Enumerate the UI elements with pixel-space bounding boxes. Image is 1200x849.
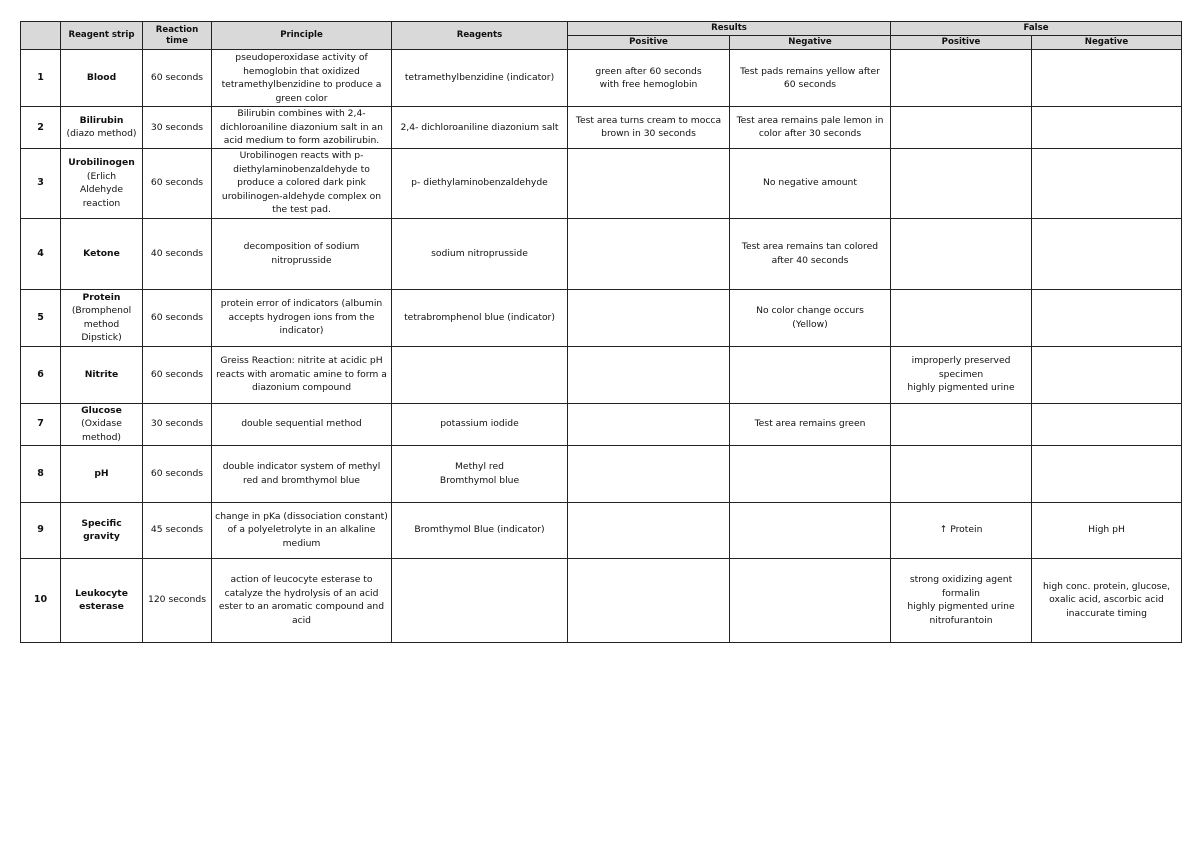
false-positive-cell <box>891 289 1032 346</box>
reagent-strip-name: Specific gravity <box>81 517 122 542</box>
col-header-positive: Positive <box>568 36 730 50</box>
negative-result-cell: Test pads remains yellow after 60 seconds <box>730 50 891 107</box>
principle-cell: double indicator system of methyl red and bromthymol blue <box>212 445 392 502</box>
false-negative-cell: High pH <box>1032 502 1182 558</box>
col-header-number <box>21 22 61 50</box>
table-row <box>21 346 1182 403</box>
col-header-negative: Negative <box>730 36 891 50</box>
row-number: 4 <box>21 218 61 289</box>
false-negative-cell <box>1032 346 1182 403</box>
reagents-cell: tetrabromphenol blue (indicator) <box>392 289 568 346</box>
table-row <box>21 107 1182 149</box>
col-header-strip: Reagent strip <box>61 22 143 50</box>
col-header-false-negative: Negative <box>1032 36 1182 50</box>
reagent-strip-cell <box>61 107 143 149</box>
row-number: 3 <box>21 148 61 218</box>
principle-cell: pseudoperoxidase activity of hemoglobin that oxidized tetramethylbenzidine to produce a green color <box>212 50 392 107</box>
reagent-strip-name: Protein <box>82 291 121 303</box>
row-number: 6 <box>21 346 61 403</box>
reagents-cell: 2,4- dichloroaniline diazonium salt <box>392 107 568 149</box>
reaction-time-cell: 30 seconds <box>143 107 212 149</box>
table-row <box>21 218 1182 289</box>
false-negative-cell <box>1032 107 1182 149</box>
reagent-strip-method: (Erlich Aldehyde reaction <box>79 170 124 209</box>
reaction-time-cell: 60 seconds <box>143 289 212 346</box>
reagent-strip-cell <box>61 558 143 642</box>
false-negative-cell: high conc. protein, glucose, oxalic acid, ascorbic acid inaccurate timing <box>1032 558 1182 642</box>
false-positive-cell <box>891 445 1032 502</box>
positive-result-cell <box>568 445 730 502</box>
false-positive-cell: improperly preserved specimen highly pigmented urine <box>891 346 1032 403</box>
reagent-strip-name: Glucose <box>81 404 122 416</box>
reaction-time-cell: 60 seconds <box>143 148 212 218</box>
negative-result-cell: No negative amount <box>730 148 891 218</box>
row-number: 8 <box>21 445 61 502</box>
positive-result-cell <box>568 403 730 445</box>
urinalysis-reagent-strip-table <box>20 21 1182 643</box>
principle-cell: protein error of indicators (albumin accepts hydrogen ions from the indicator) <box>212 289 392 346</box>
reagent-strip-name: Ketone <box>83 247 120 259</box>
reagent-strip-cell <box>61 346 143 403</box>
row-number: 5 <box>21 289 61 346</box>
principle-cell: Bilirubin combines with 2,4-dichloroaniline diazonium salt in an acid medium to form azobilirubin. <box>212 107 392 149</box>
negative-result-cell <box>730 558 891 642</box>
col-header-results: Results <box>568 22 891 36</box>
principle-cell: Urobilinogen reacts with p- diethylaminobenzaldehyde to produce a colored dark pink urobilinogen-aldehyde complex on the test pad. <box>212 148 392 218</box>
row-number: 1 <box>21 50 61 107</box>
col-header-false: False <box>891 22 1182 36</box>
negative-result-cell: No color change occurs (Yellow) <box>730 289 891 346</box>
reagent-strip-name: Bilirubin <box>79 114 124 126</box>
reagent-strip-method: (Bromphenol method Dipstick) <box>71 305 132 343</box>
reagent-strip-name: Nitrite <box>84 368 119 380</box>
false-positive-cell <box>891 107 1032 149</box>
positive-result-cell <box>568 502 730 558</box>
negative-result-cell <box>730 346 891 403</box>
positive-result-cell <box>568 289 730 346</box>
reaction-time-cell: 60 seconds <box>143 445 212 502</box>
reagent-strip-cell <box>61 50 143 107</box>
row-number: 9 <box>21 502 61 558</box>
reaction-time-cell: 30 seconds <box>143 403 212 445</box>
positive-result-cell: green after 60 seconds with free hemoglobin <box>568 50 730 107</box>
principle-cell: change in pKa (dissociation constant) of a polyeletrolyte in an alkaline medium <box>212 502 392 558</box>
negative-result-cell: Test area remains tan colored after 40 seconds <box>730 218 891 289</box>
reagents-cell: sodium nitroprusside <box>392 218 568 289</box>
table-row <box>21 50 1182 107</box>
principle-cell: action of leucocyte esterase to catalyze the hydrolysis of an acid ester to an aromatic compound and acid <box>212 558 392 642</box>
reaction-time-cell: 120 seconds <box>143 558 212 642</box>
principle-cell: Greiss Reaction: nitrite at acidic pH reacts with aromatic amine to form a diazonium compound <box>212 346 392 403</box>
row-number: 10 <box>21 558 61 642</box>
false-negative-cell <box>1032 50 1182 107</box>
col-header-principle: Principle <box>212 22 392 50</box>
reagent-strip-cell <box>61 403 143 445</box>
table-row <box>21 289 1182 346</box>
table-row <box>21 148 1182 218</box>
reagents-cell: Methyl red Bromthymol blue <box>392 445 568 502</box>
false-positive-cell: ↑ Protein <box>891 502 1032 558</box>
header-row-1 <box>21 22 1182 36</box>
negative-result-cell: Test area remains green <box>730 403 891 445</box>
reaction-time-cell: 45 seconds <box>143 502 212 558</box>
positive-result-cell <box>568 218 730 289</box>
false-negative-cell <box>1032 148 1182 218</box>
principle-cell: decomposition of sodium nitroprusside <box>212 218 392 289</box>
positive-result-cell: Test area turns cream to mocca brown in 30 seconds <box>568 107 730 149</box>
positive-result-cell <box>568 558 730 642</box>
false-negative-cell <box>1032 445 1182 502</box>
reaction-time-cell: 40 seconds <box>143 218 212 289</box>
positive-result-cell <box>568 148 730 218</box>
positive-result-cell <box>568 346 730 403</box>
col-header-false-positive: Positive <box>891 36 1032 50</box>
reagents-cell <box>392 558 568 642</box>
reagent-strip-cell <box>61 218 143 289</box>
false-negative-cell <box>1032 403 1182 445</box>
reagents-cell: p- diethylaminobenzaldehyde <box>392 148 568 218</box>
reagents-cell: potassium iodide <box>392 403 568 445</box>
negative-result-cell <box>730 445 891 502</box>
reagent-strip-cell <box>61 502 143 558</box>
principle-cell: double sequential method <box>212 403 392 445</box>
row-number: 7 <box>21 403 61 445</box>
reaction-time-cell: 60 seconds <box>143 346 212 403</box>
false-positive-cell <box>891 50 1032 107</box>
reaction-time-cell: 60 seconds <box>143 50 212 107</box>
reagents-cell: tetramethylbenzidine (indicator) <box>392 50 568 107</box>
false-positive-cell <box>891 218 1032 289</box>
reagent-strip-method: (Oxidase method) <box>81 418 122 443</box>
table-row <box>21 445 1182 502</box>
reagents-cell <box>392 346 568 403</box>
table-row <box>21 558 1182 642</box>
row-number: 2 <box>21 107 61 149</box>
col-header-time: Reaction time <box>143 22 212 50</box>
reagent-strip-name: Leukocyte esterase <box>75 587 128 612</box>
reagent-strip-name: Blood <box>86 72 117 84</box>
negative-result-cell <box>730 502 891 558</box>
false-negative-cell <box>1032 289 1182 346</box>
negative-result-cell: Test area remains pale lemon in color after 30 seconds <box>730 107 891 149</box>
reagent-strip-name: pH <box>94 467 109 479</box>
reagent-strip-cell <box>61 148 143 218</box>
false-negative-cell <box>1032 218 1182 289</box>
reagent-strip-name: Urobilinogen <box>68 157 135 168</box>
reagents-cell: Bromthymol Blue (indicator) <box>392 502 568 558</box>
reagent-strip-cell <box>61 289 143 346</box>
false-positive-cell <box>891 148 1032 218</box>
col-header-reagents: Reagents <box>392 22 568 50</box>
false-positive-cell <box>891 403 1032 445</box>
table-row <box>21 502 1182 558</box>
false-positive-cell: strong oxidizing agent formalin highly pigmented urine nitrofurantoin <box>891 558 1032 642</box>
table-row <box>21 403 1182 445</box>
reagent-strip-method: (diazo method) <box>66 128 137 140</box>
reagent-strip-cell <box>61 445 143 502</box>
